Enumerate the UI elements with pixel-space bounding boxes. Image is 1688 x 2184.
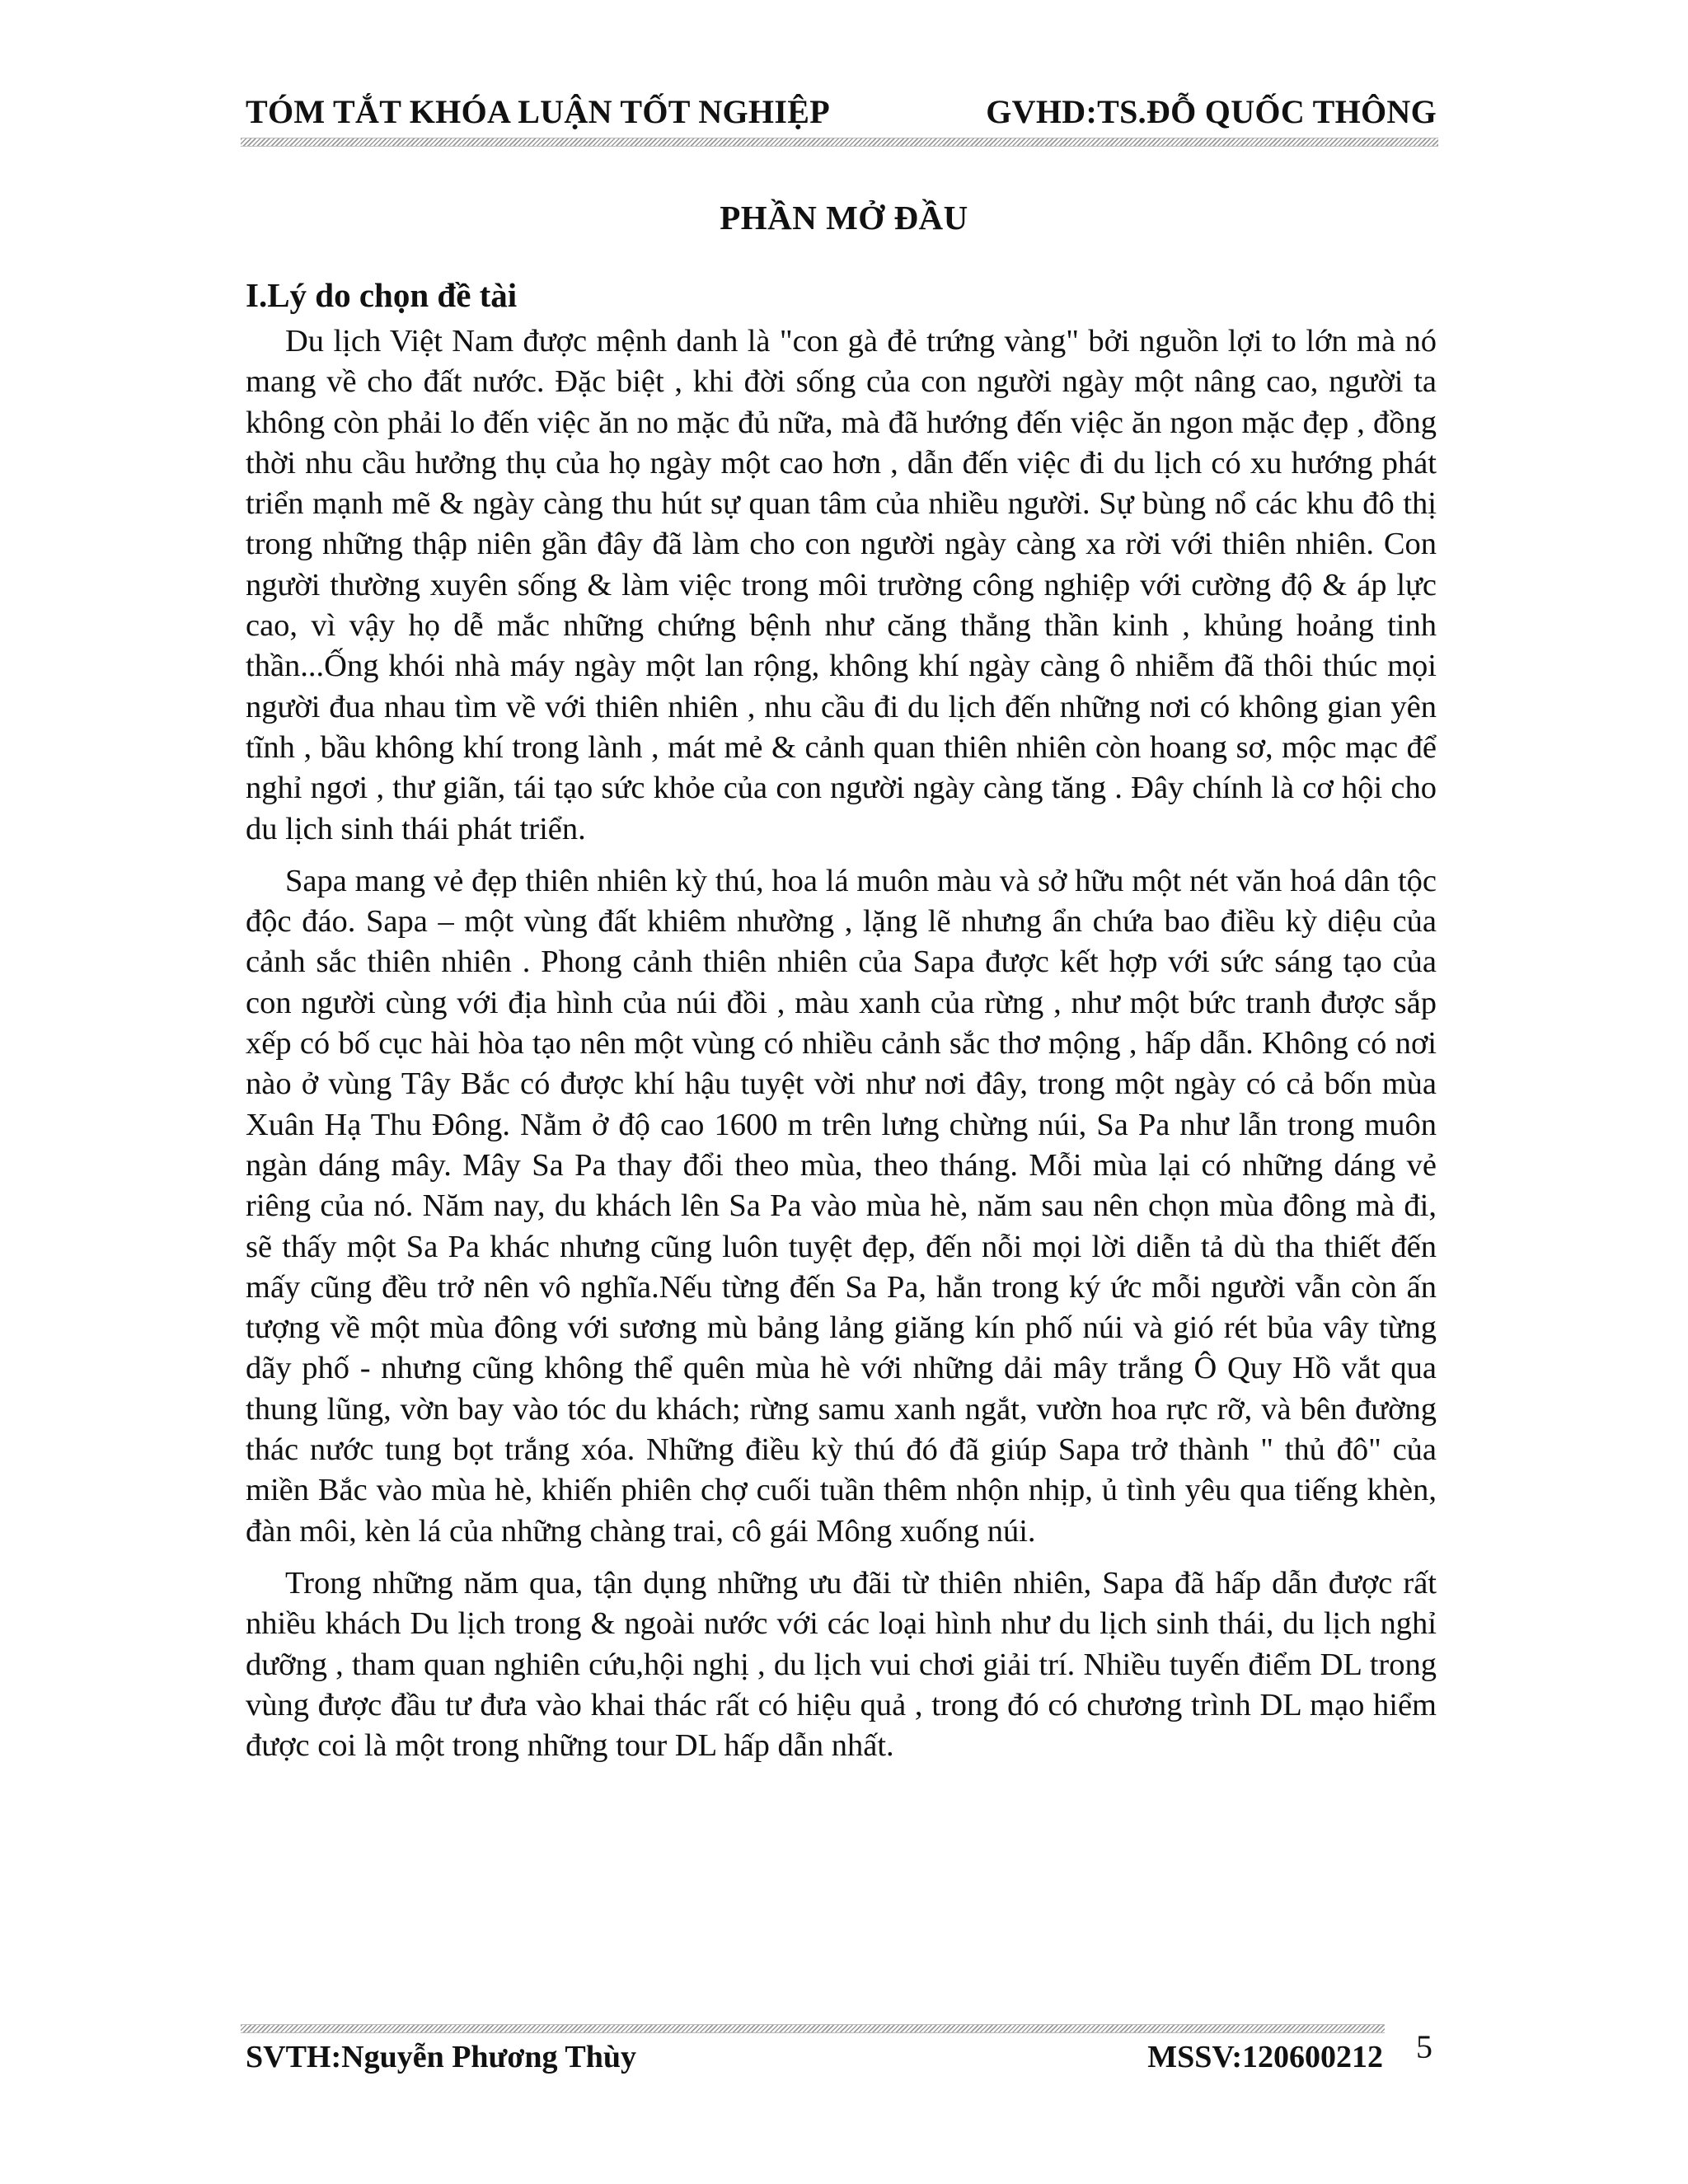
- footer-student: SVTH:Nguyễn Phương Thùy: [246, 2040, 636, 2074]
- section-heading: I.Lý do chọn đề tài: [246, 276, 518, 314]
- header-divider: [241, 138, 1438, 147]
- paragraph-3: Trong những năm qua, tận dụng những ưu đãi từ thiên nhiên, Sapa đã hấp dẫn được rất nhiều khách Du lịch trong & ngoài nước với các loại hình như du lịch sinh thái, du lịch nghỉ dưỡng , tham quan nghiên cứu,hội nghị , du lịch vui chơi giải trí. Nhiều tuyến điểm DL trong vùng được đầu tư đưa vào khai thác rất có hiệu quả , trong đó có chương trình DL mạo hiểm được coi là một trong những tour DL hấp dẫn nhất.: [246, 1565, 1437, 1764]
- paragraph-2: Sapa mang vẻ đẹp thiên nhiên kỳ thú, hoa lá muôn màu và sở hữu một nét văn hoá dân tộc độc đáo. Sapa – một vùng đất khiêm nhường , lặng lẽ nhưng ẩn chứa bao điều kỳ diệu của cảnh sắc thiên nhiên . Phong cảnh thiên nhiên của Sapa được kết hợp với sức sáng tạo của con người cùng với địa hình của núi đồi , màu xanh của rừng , như một bức tranh được sắp xếp có bố cục hài hòa tạo nên một vùng có nhiều cảnh sắc thơ mộng , hấp dẫn. Không có nơi nào ở vùng Tây Bắc có được khí hậu tuyệt vời như nơi đây, trong một ngày có cả bốn mùa Xuân Hạ Thu Đông. Nằm ở độ cao 1600 m trên lưng chừng núi, Sa Pa như lẫn trong muôn ngàn dáng mây. Mây Sa Pa thay đổi theo mùa, theo tháng. Mỗi mùa lại có những dáng vẻ riêng của nó. Năm nay, du khách lên Sa Pa vào mùa hè, năm sau nên chọn mùa đông mà đi, sẽ thấy một Sa Pa khác nhưng cũng luôn tuyệt đẹp, đến nỗi mọi lời diễn tả dù tha thiết đến mấy cũng đều trở nên vô nghĩa.Nếu từng đến Sa Pa, hẳn trong ký ức mỗi người vẫn còn ấn tượng về một mùa đông với sương mù bảng lảng giăng kín phố núi và gió rét bủa vây từng dãy phố - nhưng cũng không thể quên mùa hè với những dải mây trắng Ô Quy Hồ vắt qua thung lũng, vờn bay vào tóc du khách; rừng samu xanh ngắt, vườn hoa rực rỡ, và bên đường thác nước tung bọt trắng xóa. Những điều kỳ thú đó đã giúp Sapa trở thành " thủ đô" của miền Bắc vào mùa hè, khiến phiên chợ cuối tuần thêm nhộn nhịp, ủ tình yêu qua tiếng khèn, đàn môi, kèn lá của những chàng trai, cô gái Mông xuống núi.: [246, 863, 1437, 1549]
- part-title: PHẦN MỞ ĐẦU: [720, 199, 968, 237]
- section-body: [246, 321, 1437, 1778]
- footer-divider: [241, 2024, 1385, 2033]
- header-thesis-title: TÓM TẮT KHÓA LUẬN TỐT NGHIỆP: [246, 93, 830, 130]
- page-number: 5: [1416, 2028, 1432, 2065]
- header-advisor: GVHD:TS.ĐỖ QUỐC THÔNG: [986, 93, 1437, 130]
- paragraph-1: Du lịch Việt Nam được mệnh danh là "con gà đẻ trứng vàng" bởi nguồn lợi to lớn mà nó mang về cho đất nước. Đặc biệt , khi đời sống của con người ngày một nâng cao, người ta không còn phải lo đến việc ăn no mặc đủ nữa, mà đã hướng đến việc ăn ngon mặc đẹp , đồng thời nhu cầu hưởng thụ của họ ngày một cao hơn , dẫn đến việc đi du lịch có xu hướng phát triển mạnh mẽ & ngày càng thu hút sự quan tâm của nhiều người. Sự bùng nổ các khu đô thị trong những thập niên gần đây đã làm cho con người ngày càng xa rời với thiên nhiên. Con người thường xuyên sống & làm việc trong môi trường công nghiệp với cường độ & áp lực cao, vì vậy họ dễ mắc những chứng bệnh như căng thẳng thần kinh , khủng hoảng tinh thần...Ống khói nhà máy ngày một lan rộng, không khí ngày càng ô nhiễm đã thôi thúc mọi người đua nhau tìm về với thiên nhiên , nhu cầu đi du lịch đến những nơi có không gian yên tĩnh , bầu không khí trong lành , mát mẻ & cảnh quan thiên nhiên còn hoang sơ, mộc mạc để nghỉ ngơi , thư giãn, tái tạo sức khỏe của con người ngày càng tăng . Đây chính là cơ hội cho du lịch sinh thái phát triển.: [246, 324, 1437, 846]
- page-header: [246, 92, 1437, 142]
- page-footer: [246, 2039, 1383, 2088]
- footer-student-id: MSSV:120600212: [1147, 2040, 1383, 2074]
